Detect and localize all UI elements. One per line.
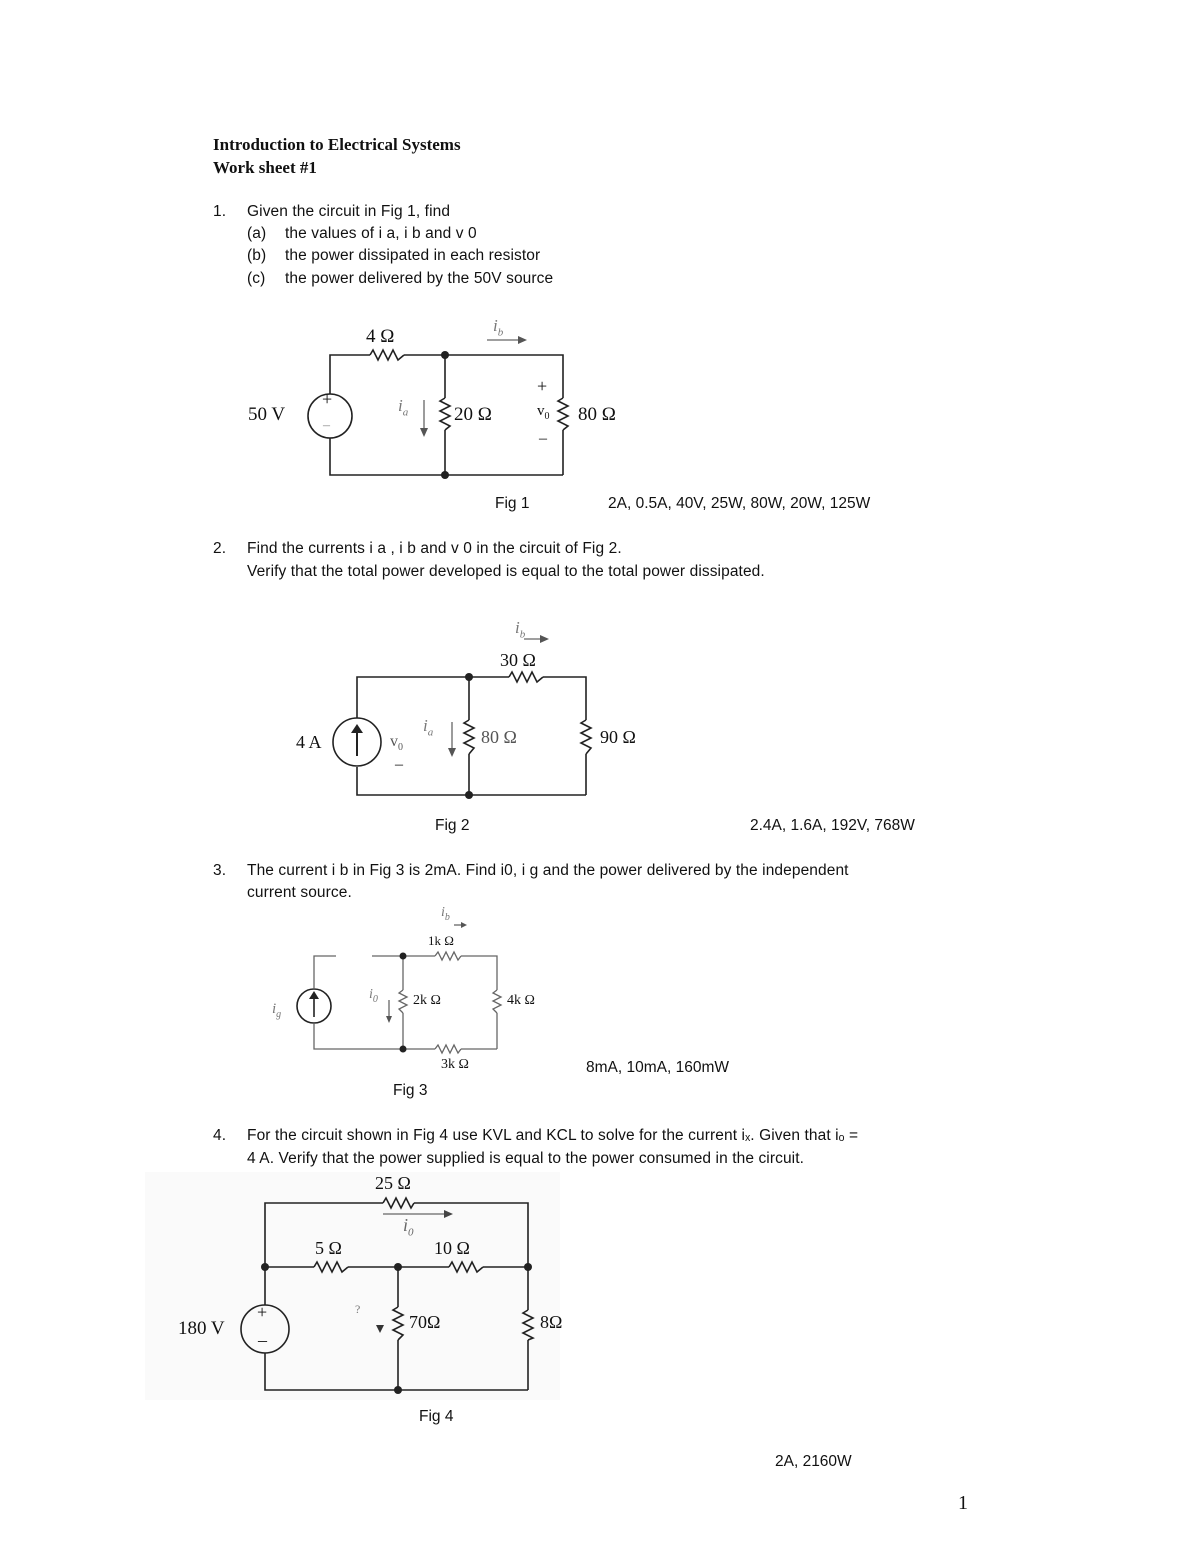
fig4-label-r1: 25 Ω (375, 1173, 411, 1193)
fig4-label-r5: 8Ω (540, 1312, 563, 1332)
fig4-source-minus: – (258, 1330, 267, 1350)
fig3-label-r2: 2k Ω (413, 993, 441, 1008)
fig4-label-io: $i_0$ (403, 1215, 414, 1239)
q1-prompt: Given the circuit in Fig 1, find (247, 203, 451, 220)
fig4-label-r4: 70Ω (409, 1312, 441, 1332)
fig1-label-source: 50 V (248, 404, 286, 425)
fig1-label-vo: $v_0$ (537, 403, 550, 422)
fig1-vo-minus: – (539, 430, 547, 447)
fig2-label-ia: $i_a$ (423, 716, 434, 739)
fig4-label-r2: 5 Ω (315, 1238, 342, 1258)
fig4-caption: Fig 4 (419, 1408, 454, 1425)
worksheet-subtitle: Work sheet #1 (213, 158, 317, 177)
q2-prompt-line2: Verify that the total power developed is equal to the total power dissipated. (247, 563, 765, 580)
fig1-label-r3: 80 Ω (578, 404, 616, 425)
fig3-label-ib: $i_b$ (441, 905, 450, 923)
fig2-caption: Fig 2 (435, 817, 470, 834)
fig3-label-r1: 1k Ω (428, 933, 454, 948)
q1-c-text: the power delivered by the 50V source (285, 270, 554, 287)
fig2-label-r1: 30 Ω (500, 650, 536, 670)
fig4-source-plus: + (257, 1302, 268, 1322)
fig3-label-r4: 3k Ω (441, 1057, 469, 1072)
q3-answers: 8mA, 10mA, 160mW (586, 1059, 729, 1076)
q1-a-label: (a) (247, 225, 267, 242)
q3-prompt: The current i b in Fig 3 is 2mA. Find i0, i g and the power delivered by the independent (247, 862, 849, 879)
page-number: 1 (958, 1492, 968, 1514)
q1-number: 1. (213, 203, 227, 220)
q1-answers: 2A, 0.5A, 40V, 25W, 80W, 20W, 125W (608, 495, 871, 512)
q1-a-text: the values of i a, i b and v 0 (285, 225, 477, 242)
fig2-label-r2: 80 Ω (481, 727, 517, 747)
q1-b-text: the power dissipated in each resistor (285, 247, 541, 264)
q4-prompt: For the circuit shown in Fig 4 use KVL and KCL to solve for the current iₓ. Given that iₒ = (247, 1127, 859, 1144)
fig1-caption: Fig 1 (495, 495, 530, 512)
q1-b-label: (b) (247, 247, 267, 264)
q4-prompt-line2: 4 A. Verify that the power supplied is equal to the power consumed in the circuit. (247, 1150, 805, 1167)
fig4-label-ix: ? (355, 1302, 361, 1316)
fig3-label-ig: $i_g$ (272, 1001, 282, 1020)
q1-c-label: (c) (247, 270, 266, 287)
fig3-label-io: $i_0$ (369, 987, 378, 1005)
fig3-caption: Fig 3 (393, 1082, 428, 1099)
fig1-label-r2: 20 Ω (454, 404, 492, 425)
q4-number: 4. (213, 1127, 227, 1144)
fig2-label-r3: 90 Ω (600, 727, 636, 747)
q3-number: 3. (213, 862, 227, 879)
fig4-label-source: 180 V (178, 1318, 225, 1339)
q2-prompt: Find the currents i a , i b and v 0 in the circuit of Fig 2. (247, 540, 622, 557)
q4-answers: 2A, 2160W (775, 1453, 852, 1470)
q2-number: 2. (213, 540, 227, 557)
fig2-label-ib: $i_b$ (515, 618, 526, 641)
fig1-label-ib: $i_b$ (493, 316, 504, 339)
fig2-label-vo: $v_0$ (390, 733, 403, 754)
fig2-vo-minus: – (395, 756, 403, 773)
fig1-label-ia: $i_a$ (398, 396, 409, 419)
fig3-label-r3: 4k Ω (507, 993, 535, 1008)
fig1-vo-plus: + (537, 376, 548, 396)
q3-prompt-line2: current source. (247, 884, 352, 901)
fig1-label-r1: 4 Ω (366, 326, 395, 347)
fig4-label-r3: 10 Ω (434, 1238, 470, 1258)
worksheet-title: Introduction to Electrical Systems (213, 135, 461, 154)
fig1-source-plus: + (322, 389, 333, 409)
q2-answers: 2.4A, 1.6A, 192V, 768W (750, 817, 915, 834)
fig2-label-source: 4 A (296, 732, 322, 752)
fig1-source-minus: – (323, 418, 330, 433)
